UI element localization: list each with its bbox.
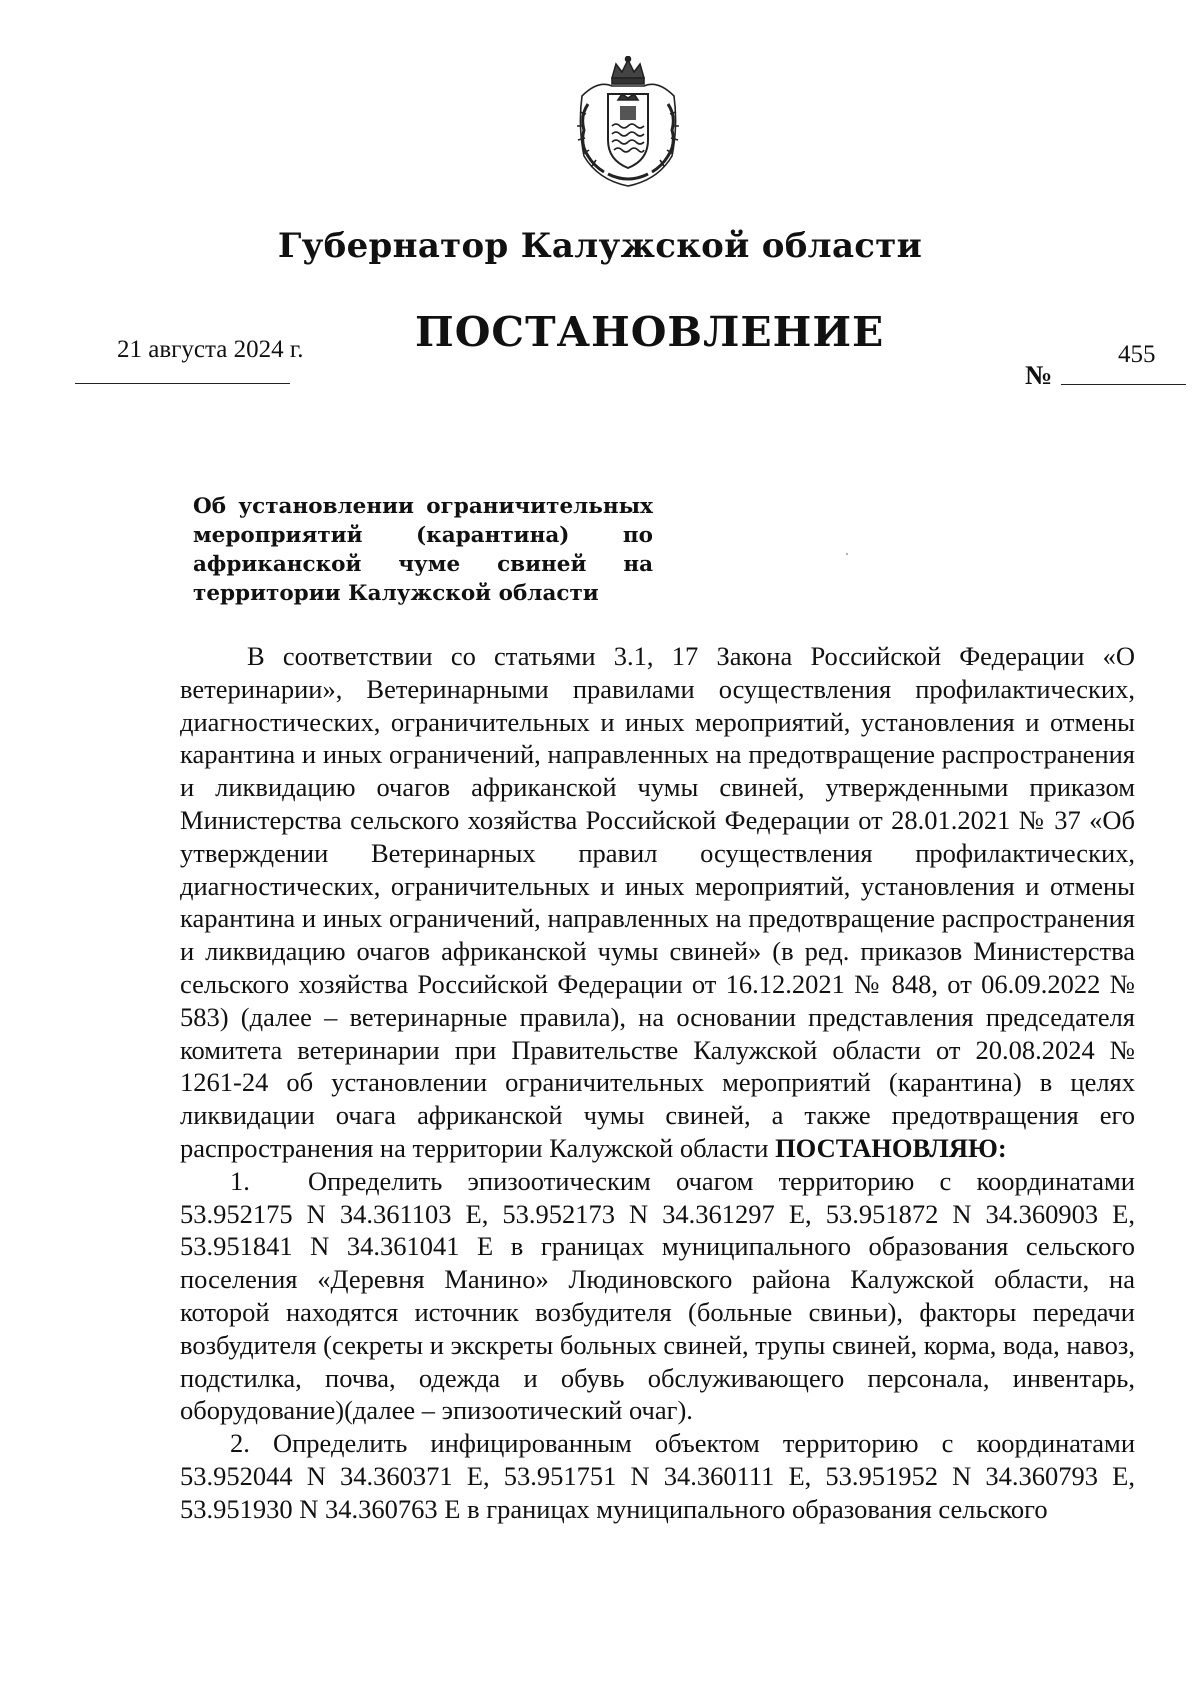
decree-word: ПОСТАНОВЛЯЮ: xyxy=(775,1132,1007,1163)
preamble-paragraph xyxy=(180,640,1135,1165)
scan-speck xyxy=(846,553,848,555)
issuing-authority-title: Губернатор Калужской области xyxy=(277,226,923,266)
date-underline xyxy=(75,383,290,384)
list-item xyxy=(180,1165,1135,1427)
coat-of-arms-emblem xyxy=(568,56,688,190)
document-date: 21 августа 2024 г. xyxy=(117,336,304,363)
number-sign: № xyxy=(1025,360,1053,390)
item-number: 2. xyxy=(230,1428,250,1459)
number-underline xyxy=(1061,384,1186,385)
item-number: 1. xyxy=(230,1165,250,1196)
item-text: Определить эпизоотическим очагом территорию с координатами 53.952175 N 34.361103 E, 53.952173 N 34.361297 E, 53.951872 N 34.360903 E, 53.951841 N 34.361041 E в границах муниципального образования сельского поселения «Деревня Манино» Людиновского района Калужской области, на которой находятся источник возбудителя (больные свиньи), факторы передачи возбудителя (секреты и экскреты больных свиней, трупы свиней, корма, вода, навоз, подстилка, почва, одежда и обувь обслуживающего персонала, инвентарь, оборудование)(далее – эпизоотический очаг). xyxy=(180,1165,1135,1426)
document-body xyxy=(180,640,1135,1526)
document-subject: Об установлении ограничительных мероприятий (карантина) по африканской чуме свиней на территории Калужской области xyxy=(193,494,653,606)
item-text: Определить инфицированным объектом территорию с координатами 53.952044 N 34.360371 E, 53.951751 N 34.360111 E, 53.951952 N 34.360793 E, 53.951930 N 34.360763 E в границах муниципального образования сельского xyxy=(180,1428,1135,1524)
document-type-heading: ПОСТАНОВЛЕНИЕ xyxy=(415,308,885,356)
document-number: 455 xyxy=(1118,341,1156,368)
preamble-text: В соответствии со статьями 3.1, 17 Закона Российской Федерации «О ветеринарии», Ветеринарными правилами осуществления профилактических, диагностических, ограничительных и иных мероприятий, установления и отмены карантина и иных ограничений, направленных на предотвращение распространения и ликвидацию очагов африканской чумы свиней, утвержденными приказом Министерства сельского хозяйства Российской Федерации от 28.01.2021 № 37 «Об утверждении Ветеринарных правил осуществления профилактических, диагностических, ограничительных и иных мероприятий, установления и отмены карантина и иных ограничений, направленных на предотвращение распространения и ликвидацию очагов африканской чумы свиней» (в ред. приказов Министерства сельского хозяйства Российской Федерации от 16.12.2021 № 848, от 06.09.2022 № 583) (далее – ветеринарные правила), на основании представления председателя комитета ветеринарии при Правительстве Калужской области от 20.08.2024 № 1261-24 об установлении ограничительных мероприятий (карантина) в целях ликвидации очага африканской чумы свиней, а также предотвращения его распространения на территории Калужской области xyxy=(180,641,1135,1163)
list-item xyxy=(180,1427,1135,1525)
